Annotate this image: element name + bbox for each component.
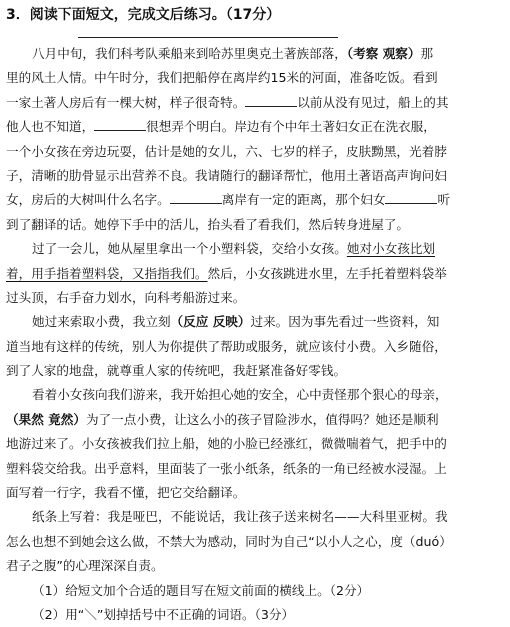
passage-body	[6, 42, 504, 627]
passage-line	[6, 115, 504, 139]
passage-line	[6, 603, 504, 627]
passage-line	[6, 505, 504, 529]
passage-line	[6, 42, 504, 66]
text-span: 她过来索取小费，我立刻	[32, 314, 171, 330]
passage-line	[6, 457, 504, 481]
text-span: 一个小女孩在旁边玩耍，估计是她的女儿，六、七岁的样子，皮肤黝黑，光着脖	[6, 143, 447, 159]
text-span: 到了翻译的话。她停下手中的活儿，抬头看了看我们，然后转身进屋了。	[6, 216, 409, 232]
text-span: 君子之腹”的心理深深自责。	[6, 558, 164, 574]
fill-blank	[385, 189, 437, 204]
passage-line	[6, 432, 504, 456]
text-span: 他人也不知道，	[6, 119, 95, 135]
passage-line	[6, 359, 504, 383]
text-span: 纸条上写着：我是哑巴，不能说话，我让孩子送来树名——大科里亚树。我	[32, 509, 448, 525]
text-span: 到了人家的地盘，就尊重人家的传统吧，我赶紧准备好零钱。	[6, 363, 347, 379]
passage-line	[6, 383, 504, 407]
word-choice: （果然 竟然）	[6, 411, 86, 427]
passage-line	[6, 262, 504, 286]
text-span: 地游过来了。小女孩被我们拉上船，她的小脸已经涨红，微微喘着气，把手中的	[6, 436, 447, 452]
passage-line	[6, 66, 504, 90]
text-span: 那	[420, 46, 434, 61]
passage-line	[6, 286, 504, 310]
text-span: 八月中旬，我们科考队乘船来到哈苏里奥克土著族部落，	[32, 46, 347, 61]
text-span: 听	[437, 192, 451, 208]
passage-line	[6, 481, 504, 505]
text-span: （1）给短文加个合适的题目写在短文前面的横线上。（2分）	[32, 582, 370, 598]
fill-blank	[245, 92, 297, 107]
text-span: 子，清晰的肋骨显示出营养不良。我请随行的翻译帮忙，他用土著语高声询问妇	[6, 167, 447, 183]
text-span: 离岸有一定的距离，那个妇女	[221, 192, 386, 208]
passage-line	[6, 91, 504, 115]
text-span: 道当地有这样的传统，别人为你提供了帮助或服务，就应该付小费。入乡随俗，	[6, 338, 447, 354]
passage-line	[6, 310, 504, 334]
passage-line	[6, 335, 504, 359]
text-span: 过来。因为事先看过一些资料，知	[250, 314, 440, 330]
text-span: 一家土著人房后有一棵大树，样子很奇特。	[6, 94, 246, 110]
text-span: （2）用“＼”划掉括号中不正确的词语。（3分）	[32, 606, 295, 622]
passage-line	[6, 579, 504, 603]
passage-line	[6, 554, 504, 578]
passage-line	[6, 213, 504, 237]
underlined-text: 她对小女孩比划	[346, 241, 435, 257]
text-span: 过了一会儿，她从屋里拿出一个小塑料袋，交给小女孩。	[32, 241, 347, 257]
title-blank-line	[78, 37, 338, 38]
question-heading: 3．阅读下面短文，完成文后练习。（17分）	[6, 7, 281, 23]
passage-line	[6, 140, 504, 164]
text-span: 为了一点小费，让这么小的孩子冒险涉水，值得吗？她还是顺利	[85, 411, 439, 427]
text-span: 里的风土人情。中午时分，我们把船停在离岸约15米的河面，准备吃饭。看到	[6, 70, 438, 86]
text-span: 看着小女孩向我们游来，我开始担心她的安全，心中责怪那个狠心的母亲，	[32, 387, 448, 403]
word-choice: （反应 反映）	[170, 314, 251, 330]
text-span: 塑料袋交给我。出乎意料，里面装了一张小纸条，纸条的一角已经被水浸湿。上	[6, 460, 447, 476]
fill-blank	[94, 116, 146, 131]
text-span: 女，房后的大树叫什么名字。	[6, 192, 170, 208]
fill-blank	[170, 189, 222, 204]
text-span: 面写着一行字，我看不懂，把它交给翻译。	[6, 485, 246, 501]
passage-line	[6, 530, 504, 554]
word-choice: （考察 观察）	[346, 46, 421, 61]
text-span: 过头顶，右手奋力划水，向科考船游过来。	[6, 289, 246, 305]
text-span: 然后，小女孩跳进水里，左手托着塑料袋举	[207, 265, 447, 281]
passage-line	[6, 164, 504, 188]
passage-line	[6, 188, 504, 212]
underlined-text: 着，用手指着塑料袋，又指指我们。	[6, 265, 208, 281]
text-span: 怎么也想不到她会这么做，不禁大为感动，同时为自己“以小人之心，度（duó）	[6, 533, 452, 549]
passage-line	[6, 408, 504, 432]
text-span: 以前从没有见过，船上的其	[297, 94, 449, 110]
passage-line	[6, 237, 504, 261]
text-span: 很想弄个明白。岸边有个中年土著妇女正在洗衣服，	[146, 119, 436, 135]
